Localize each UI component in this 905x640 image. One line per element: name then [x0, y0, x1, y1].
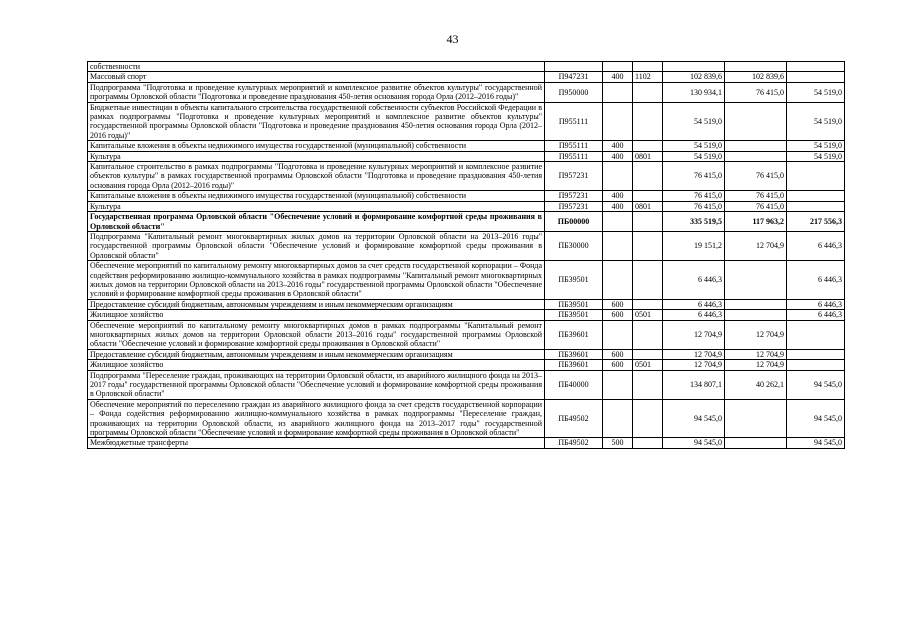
row-amount-1: [725, 141, 787, 151]
row-name: Государственная программа Орловской области "Обеспечение условий и формирование комфортной среды проживания в Орловской области": [88, 212, 545, 232]
row-total: 76 415,0: [663, 162, 725, 191]
row-amount-2: 94 545,0: [787, 438, 845, 448]
table-row: [88, 370, 845, 399]
row-section-code: [633, 320, 663, 349]
row-amount-2: 54 519,0: [787, 82, 845, 102]
row-amount-1: 76 415,0: [725, 201, 787, 211]
row-total: 94 545,0: [663, 399, 725, 438]
row-section-code: [633, 212, 663, 232]
row-section-code: [633, 191, 663, 201]
row-total: 12 704,9: [663, 349, 725, 359]
row-amount-1: 12 704,9: [725, 231, 787, 260]
table-row: [88, 299, 845, 309]
row-expense-type: 400: [603, 151, 633, 161]
row-target-code: П955111: [545, 102, 603, 141]
row-section-code: 0501: [633, 360, 663, 370]
row-section-code: 1102: [633, 72, 663, 82]
table-row: [88, 320, 845, 349]
row-expense-type: [603, 82, 633, 102]
row-name: Предоставление субсидий бюджетным, автономным учреждениям и иным некоммерческим организациям: [88, 349, 545, 359]
row-amount-1: [725, 102, 787, 141]
row-amount-1: [725, 299, 787, 309]
row-amount-1: 12 704,9: [725, 349, 787, 359]
row-name: Жилищное хозяйство: [88, 360, 545, 370]
row-expense-type: 600: [603, 360, 633, 370]
row-amount-1: [725, 310, 787, 320]
row-name: Межбюджетные трансферты: [88, 438, 545, 448]
row-total: 54 519,0: [663, 141, 725, 151]
row-amount-2: 6 446,3: [787, 231, 845, 260]
row-section-code: [633, 370, 663, 399]
row-total: 94 545,0: [663, 438, 725, 448]
row-section-code: [633, 438, 663, 448]
table-row: [88, 151, 845, 161]
row-name: Культура: [88, 201, 545, 211]
row-amount-2: 6 446,3: [787, 261, 845, 300]
row-total: 6 446,3: [663, 261, 725, 300]
row-section-code: 0801: [633, 151, 663, 161]
row-amount-1: 76 415,0: [725, 82, 787, 102]
row-target-code: ПБ39501: [545, 299, 603, 309]
row-target-code: ПБ30000: [545, 231, 603, 260]
table-row: [88, 360, 845, 370]
row-total: 130 934,1: [663, 82, 725, 102]
row-total: 76 415,0: [663, 191, 725, 201]
row-name: Подпрограмма "Переселение граждан, проживающих на территории Орловской области, из аварийного жилищного фонда на 2013–2017 годы" государственной программы Орловской области "Обеспечение условий и формирование комфортной среды проживания в Орловской области": [88, 370, 545, 399]
row-expense-type: 600: [603, 299, 633, 309]
row-expense-type: [603, 261, 633, 300]
row-section-code: 0801: [633, 201, 663, 211]
row-target-code: П957231: [545, 191, 603, 201]
row-amount-2: 94 545,0: [787, 370, 845, 399]
row-name: собственности: [88, 62, 545, 72]
row-target-code: [545, 62, 603, 72]
row-target-code: П950000: [545, 82, 603, 102]
row-amount-1: 12 704,9: [725, 360, 787, 370]
budget-table: [87, 61, 845, 449]
row-total: 335 519,5: [663, 212, 725, 232]
row-name: Обеспечение мероприятий по капитальному ремонту многоквартирных домов в рамках подпрограммы "Капитальный ремонт многоквартирных жилых домов на территории Орловской области 2013–2016 годы" государственной программы Орловской области "Обеспечение условий и формирование комфортной среды проживания в Орловской области": [88, 320, 545, 349]
row-expense-type: 400: [603, 201, 633, 211]
row-target-code: ПБ39501: [545, 310, 603, 320]
row-expense-type: 600: [603, 310, 633, 320]
row-amount-2: [787, 72, 845, 82]
row-section-code: 0501: [633, 310, 663, 320]
table-row: [88, 141, 845, 151]
row-target-code: П957231: [545, 162, 603, 191]
row-section-code: [633, 82, 663, 102]
row-name: Обеспечение мероприятий по капитальному ремонту многоквартирных домов за счет средств государственной корпорации – Фонда содействия реформированию жилищно-коммунального хозяйства в рамках подпрограммы "Капитальный ремонт многоквартирных жилых домов на территории Орловской области на 2013–2016 годы" государственной программы Орловской области "Обеспечение условий и формирование комфортной среды проживания в Орловской области": [88, 261, 545, 300]
row-total: [663, 62, 725, 72]
row-name: Бюджетные инвестиции в объекты капитального строительства государственной собственности субъектов Российской Федерации в рамках подпрограммы "Подготовка и проведение культурных мероприятий и комплексное развитие объектов культуры" государственной программы Орловской области "Подготовка и проведение празднования 450-летия основания города Орла (2012–2016 годы)": [88, 102, 545, 141]
row-target-code: П947231: [545, 72, 603, 82]
row-amount-2: 6 446,3: [787, 310, 845, 320]
row-section-code: [633, 231, 663, 260]
table-row: [88, 310, 845, 320]
row-total: 134 807,1: [663, 370, 725, 399]
row-amount-1: [725, 62, 787, 72]
row-total: 19 151,2: [663, 231, 725, 260]
row-target-code: П955111: [545, 141, 603, 151]
row-name: Капитальное строительство в рамках подпрограммы "Подготовка и проведение культурных мероприятий и комплексное развитие объектов культуры" в рамках государственной программы Орловской области "Подготовка и проведение празднования 450-летия основания города Орла (2012–2016 годы)": [88, 162, 545, 191]
row-name: Обеспечение мероприятий по переселению граждан из аварийного жилищного фонда за счет средств государственной корпорации – Фонда содействия реформированию жилищно-коммунального хозяйства в рамках подпрограммы "Переселение граждан, проживающих на территории Орловской области, из аварийного жилищного фонда на 2013–2017 годы" государственной программы Орловской области "Обеспечение условий и формирование комфортной среды проживания в Орловской области": [88, 399, 545, 438]
row-name: Массовый спорт: [88, 72, 545, 82]
row-amount-2: 54 519,0: [787, 151, 845, 161]
row-target-code: П957231: [545, 201, 603, 211]
row-name: Культура: [88, 151, 545, 161]
row-amount-2: 54 519,0: [787, 141, 845, 151]
table-row: [88, 201, 845, 211]
row-name: Предоставление субсидий бюджетным, автономным учреждениям и иным некоммерческим организациям: [88, 299, 545, 309]
row-section-code: [633, 162, 663, 191]
row-target-code: П955111: [545, 151, 603, 161]
row-name: Капитальные вложения в объекты недвижимого имущества государственной (муниципальной) собственности: [88, 191, 545, 201]
row-total: 6 446,3: [663, 299, 725, 309]
table-row: [88, 438, 845, 448]
row-amount-1: [725, 261, 787, 300]
table-body: [88, 62, 845, 449]
row-amount-2: [787, 320, 845, 349]
row-amount-2: 94 545,0: [787, 399, 845, 438]
row-amount-1: 40 262,1: [725, 370, 787, 399]
row-expense-type: 400: [603, 141, 633, 151]
row-target-code: ПБ00000: [545, 212, 603, 232]
table-row: [88, 231, 845, 260]
row-total: 6 446,3: [663, 310, 725, 320]
row-amount-1: [725, 399, 787, 438]
row-amount-1: 117 963,2: [725, 212, 787, 232]
row-section-code: [633, 62, 663, 72]
row-name: Капитальные вложения в объекты недвижимого имущества государственной (муниципальной) собственности: [88, 141, 545, 151]
row-expense-type: [603, 231, 633, 260]
row-total: 12 704,9: [663, 360, 725, 370]
row-section-code: [633, 141, 663, 151]
table-row: [88, 349, 845, 359]
row-target-code: ПБ39601: [545, 360, 603, 370]
row-target-code: ПБ39501: [545, 261, 603, 300]
row-amount-1: [725, 438, 787, 448]
table-row: [88, 162, 845, 191]
row-total: 102 839,6: [663, 72, 725, 82]
row-amount-2: 217 556,3: [787, 212, 845, 232]
row-expense-type: 500: [603, 438, 633, 448]
table-row: [88, 102, 845, 141]
table-row: [88, 62, 845, 72]
row-name: Подпрограмма "Подготовка и проведение культурных мероприятий и комплексное развитие объектов культуры" государственной программы Орловской области "Подготовка и проведение празднования 450-летия основания города Орла (2012–2016 годы)": [88, 82, 545, 102]
row-name: Подпрограмма "Капитальный ремонт многоквартирных жилых домов на территории Орловской области на 2013–2016 годы" государственной программы Орловской области "Обеспечение условий и формирование комфортной среды проживания в Орловской области": [88, 231, 545, 260]
row-amount-2: [787, 349, 845, 359]
row-amount-1: 76 415,0: [725, 162, 787, 191]
row-amount-2: [787, 162, 845, 191]
row-section-code: [633, 261, 663, 300]
row-amount-2: [787, 360, 845, 370]
row-section-code: [633, 299, 663, 309]
row-expense-type: [603, 162, 633, 191]
row-expense-type: [603, 399, 633, 438]
row-target-code: ПБ49502: [545, 438, 603, 448]
row-amount-2: [787, 62, 845, 72]
row-expense-type: 400: [603, 72, 633, 82]
row-amount-2: [787, 201, 845, 211]
page-number: 43: [446, 32, 459, 46]
row-amount-1: 12 704,9: [725, 320, 787, 349]
row-target-code: ПБ49502: [545, 399, 603, 438]
row-expense-type: 600: [603, 349, 633, 359]
row-amount-1: 76 415,0: [725, 191, 787, 201]
row-amount-1: 102 839,6: [725, 72, 787, 82]
row-amount-2: 54 519,0: [787, 102, 845, 141]
row-amount-2: [787, 191, 845, 201]
row-section-code: [633, 349, 663, 359]
row-expense-type: [603, 212, 633, 232]
row-amount-2: 6 446,3: [787, 299, 845, 309]
row-expense-type: [603, 102, 633, 141]
table-row: [88, 399, 845, 438]
row-total: 54 519,0: [663, 102, 725, 141]
row-amount-1: [725, 151, 787, 161]
row-target-code: ПБ39601: [545, 349, 603, 359]
row-target-code: ПБ40000: [545, 370, 603, 399]
row-expense-type: [603, 370, 633, 399]
row-total: 54 519,0: [663, 151, 725, 161]
table-row: [88, 82, 845, 102]
row-expense-type: 400: [603, 191, 633, 201]
row-expense-type: [603, 62, 633, 72]
row-target-code: ПБ39601: [545, 320, 603, 349]
row-total: 76 415,0: [663, 201, 725, 211]
row-expense-type: [603, 320, 633, 349]
table-row: [88, 261, 845, 300]
row-name: Жилищное хозяйство: [88, 310, 545, 320]
table-row: [88, 72, 845, 82]
table-row: [88, 191, 845, 201]
row-section-code: [633, 399, 663, 438]
row-section-code: [633, 102, 663, 141]
row-total: 12 704,9: [663, 320, 725, 349]
table-row: [88, 212, 845, 232]
